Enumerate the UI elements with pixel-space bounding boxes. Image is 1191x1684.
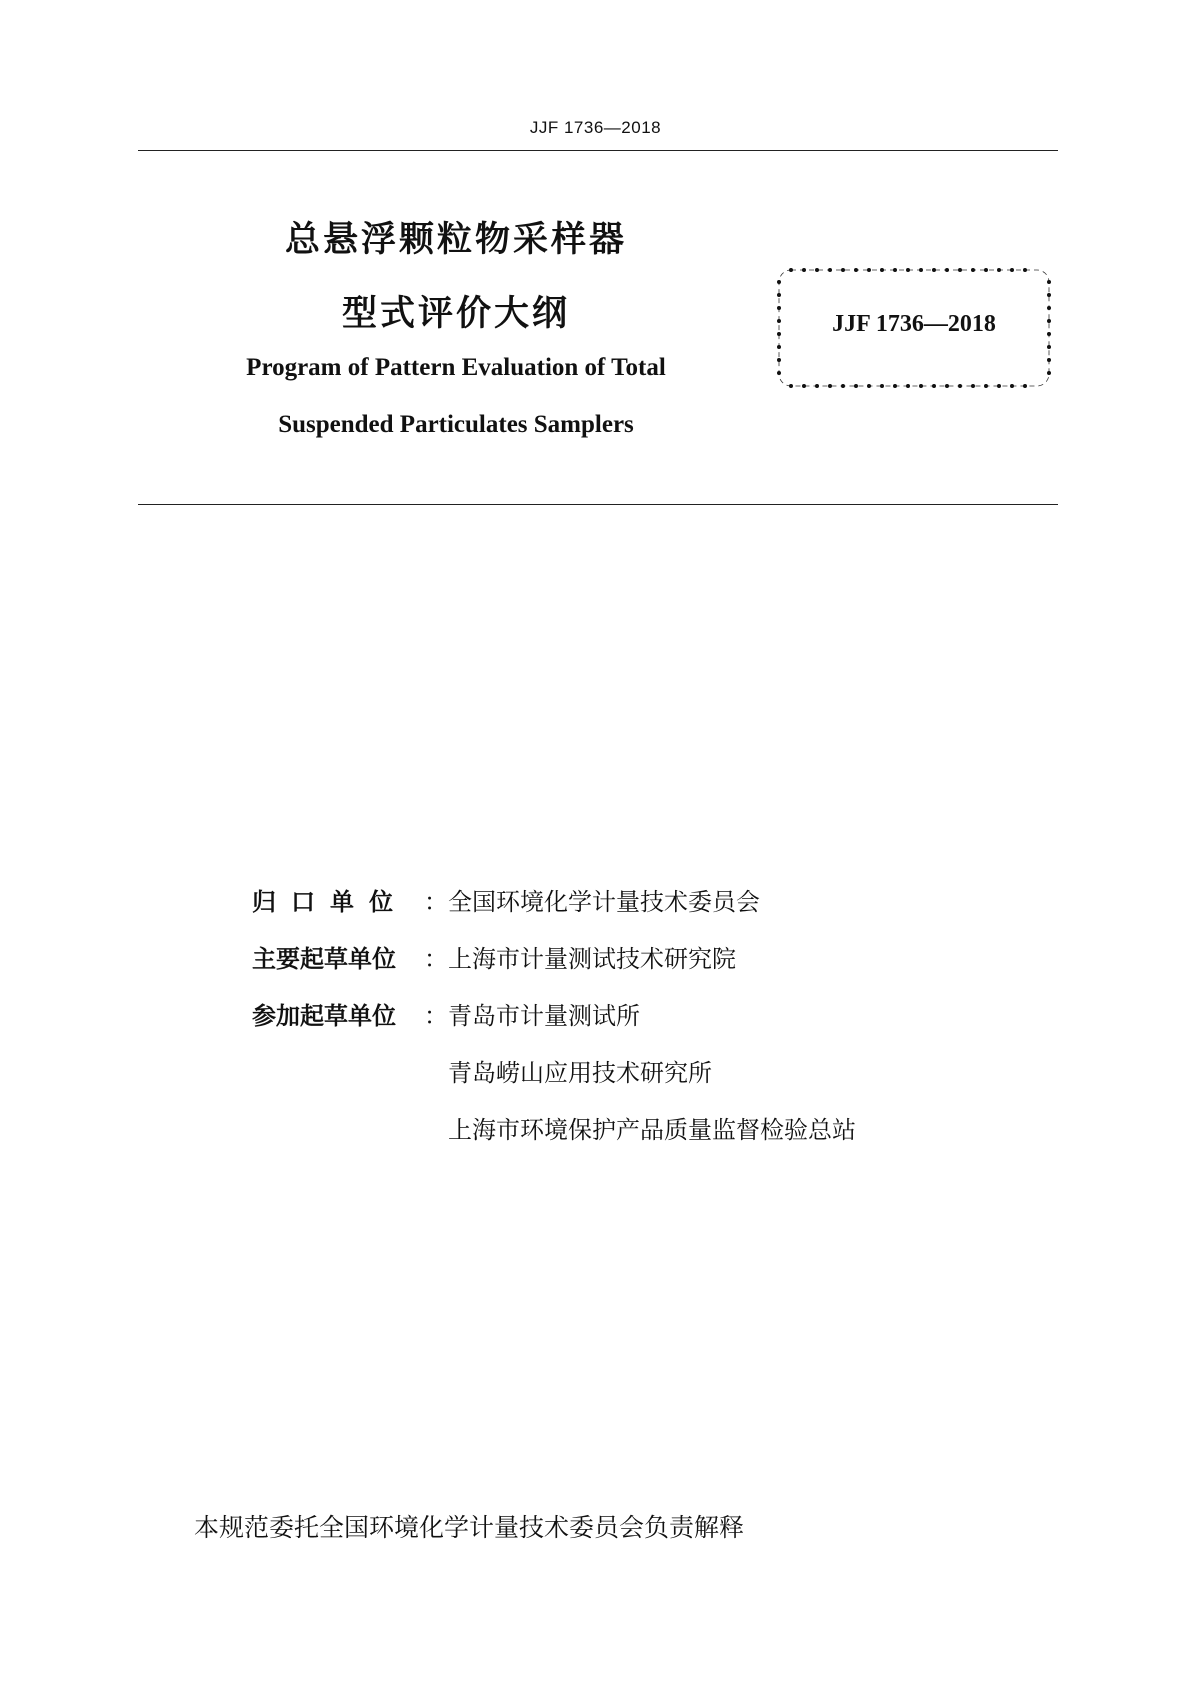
main-drafter-label: 主要起草单位 — [252, 945, 396, 973]
standard-code-box — [775, 266, 1053, 390]
participating-drafter-value: 青岛市计量测试所 — [448, 1002, 640, 1030]
participating-drafter-colon: ： — [424, 1002, 448, 1030]
participating-drafter-row — [252, 1110, 1052, 1167]
participating-drafter-value: 青岛崂山应用技术研究所 — [448, 1059, 712, 1087]
top-divider — [138, 150, 1058, 151]
responsible-unit-colon: ： — [424, 888, 448, 916]
title-chinese-line-2: 型式评价大纲 — [341, 294, 570, 334]
participating-drafter-label: 参加起草单位 — [252, 1002, 396, 1030]
organizations-section — [252, 882, 1052, 1167]
participating-drafter-row — [252, 996, 1052, 1053]
standard-code-box-text: JJF 1736—2018 — [832, 311, 996, 337]
header-standard-code: JJF 1736—2018 — [529, 118, 662, 137]
title-chinese-line-1: 总悬浮颗粒物采样器 — [284, 220, 627, 260]
title-english-line-2: Suspended Particulates Samplers — [278, 411, 634, 438]
main-drafter-colon: ： — [424, 945, 448, 973]
participating-drafter-row — [252, 1053, 1052, 1110]
participating-drafter-value: 上海市环境保护产品质量监督检验总站 — [448, 1116, 856, 1144]
bottom-divider — [138, 504, 1058, 505]
interpretation-note: 本规范委托全国环境化学计量技术委员会负责解释 — [194, 1513, 745, 1542]
responsible-unit-value: 全国环境化学计量技术委员会 — [448, 888, 760, 916]
responsible-unit-label: 归口单位 — [252, 888, 408, 916]
main-drafter-row — [252, 939, 1052, 996]
responsible-unit-row — [252, 882, 1052, 939]
title-english-line-1: Program of Pattern Evaluation of Total — [246, 354, 666, 381]
main-drafter-value: 上海市计量测试技术研究院 — [448, 945, 736, 973]
